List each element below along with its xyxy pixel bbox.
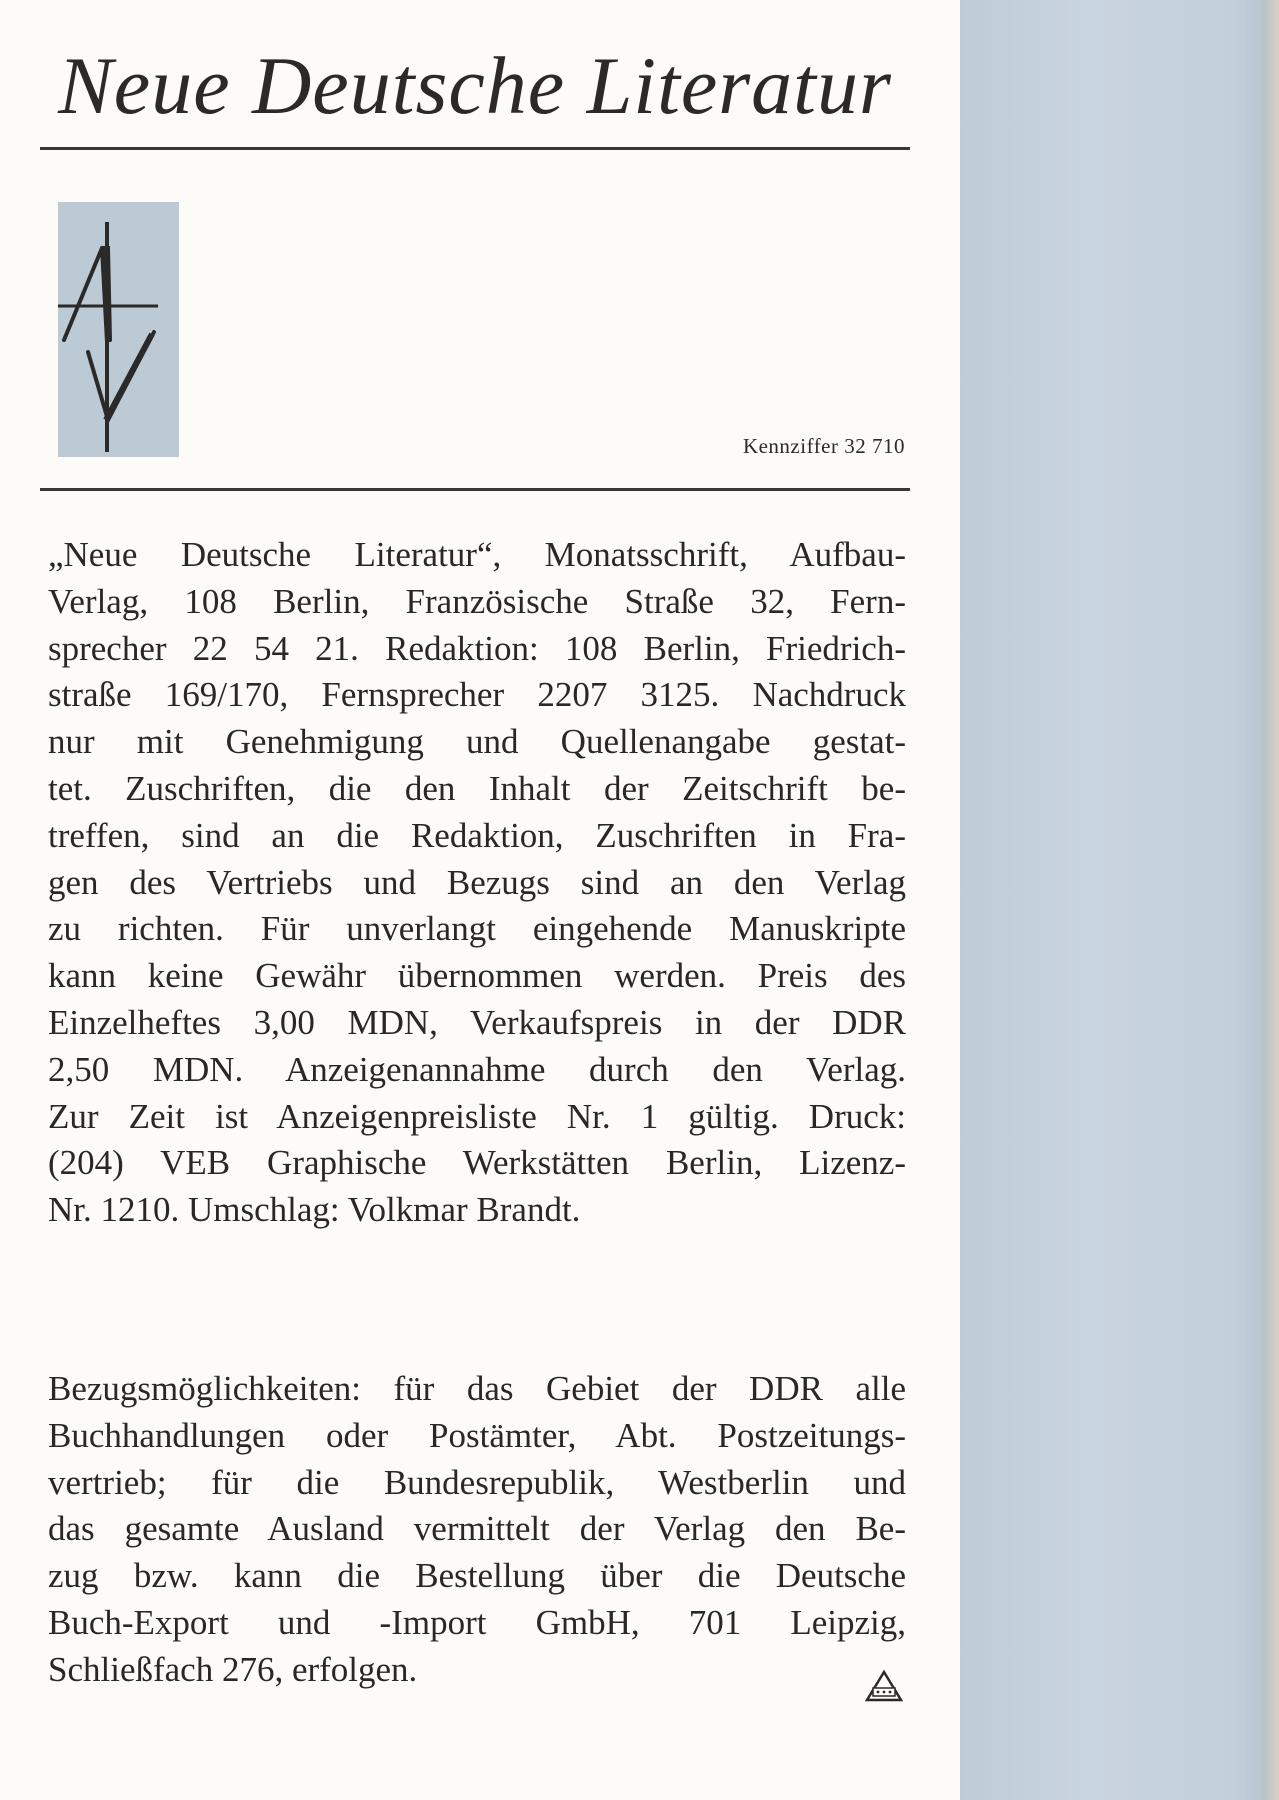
text-line: Einzelheftes 3,00 MDN, Verkaufspreis in der DDR [48,1002,906,1042]
text-line: Zur Zeit ist Anzeigenpreisliste Nr. 1 gültig. Druck: [48,1096,906,1136]
cover-spine [960,0,1279,1800]
text-line: treffen, sind an die Redaktion, Zuschriften in Fra- [48,815,906,855]
section-rule [40,488,910,491]
text-line: „Neue Deutsche Literatur“, Monatsschrift, Aufbau- [48,535,906,574]
text-line: Bezugsmöglichkeiten: für das Gebiet der DDR alle [48,1369,906,1408]
printer-mark-icon [864,1669,904,1703]
text-line: Buchhandlungen oder Postämter, Abt. Postzeitungs- [48,1415,906,1455]
text-line: straße 169/170, Fernsprecher 2207 3125. Nachdruck [48,675,906,715]
text-line: zu richten. Für unverlangt eingehende Manuskripte [48,909,906,949]
cover-edge [1262,0,1279,1800]
text-line: kann keine Gewähr übernommen werden. Preis des [48,956,906,996]
text-line: Nr. 1210. Umschlag: Volkmar Brandt. [48,1190,581,1230]
text-line: Buch-Export und -Import GmbH, 701 Leipzig, [48,1602,906,1642]
text-line: zug bzw. kann die Bestellung über die Deutsche [48,1556,906,1596]
text-line: (204) VEB Graphische Werkstätten Berlin, Lizenz- [48,1143,906,1183]
text-line: 2,50 MDN. Anzeigenannahme durch den Verlag. [48,1049,906,1089]
text-line: Verlag, 108 Berlin, Französische Straße 32, Fern- [48,581,906,621]
text-line: Schließfach 276, erfolgen. [48,1649,418,1689]
publisher-logo [58,202,179,457]
text-line: sprecher 22 54 21. Redaktion: 108 Berlin, Friedrich- [48,628,906,668]
text-line: das gesamte Ausland vermittelt der Verlag den Be- [48,1509,906,1549]
masthead-title: Neue Deutsche Literatur [58,40,892,131]
masthead-rule [40,147,910,150]
text-line: vertrieb; für die Bundesrepublik, Westberlin und [48,1462,906,1502]
av-monogram-icon [58,202,179,457]
text-line: gen des Vertriebs und Bezugs sind an den Verlag [48,862,906,902]
imprint-paragraph [48,532,906,1234]
text-line: nur mit Genehmigung und Quellenangabe gestat- [48,722,906,762]
kennziffer: Kennziffer 32 710 [742,434,905,458]
bezug-paragraph [48,1366,906,1694]
text-line: tet. Zuschriften, die den Inhalt der Zeitschrift be- [48,768,906,808]
